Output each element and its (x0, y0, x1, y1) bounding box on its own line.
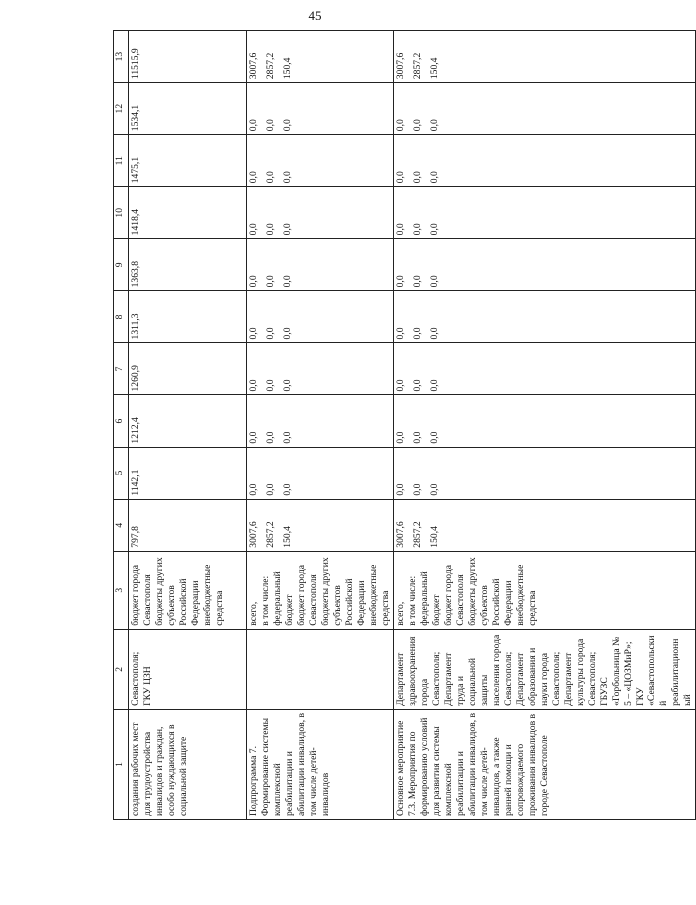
row-name: Основное мероприятие 7.3. Мероприятия по формированию условий для развития системы комплексной реабилитации и абилитации инвалидов, в том числе детей-инвалидов, а также ранней помощи и сопровождаемого проживания инвалидов в городе Севастополе (393, 709, 696, 819)
budget-table (113, 30, 696, 820)
source-item: внебюджетные средства (514, 564, 538, 626)
column-number: 9 (114, 239, 129, 291)
column-number: 11 (114, 135, 129, 187)
column-number: 8 (114, 291, 129, 343)
source-item: федеральный бюджет (418, 571, 442, 626)
row-sources (247, 551, 394, 629)
value-cell: 3007,6 2857,2 150,4 (247, 31, 394, 83)
row-name: Подпрограмма 7. Формирование системы комплексной реабилитации и абилитации инвалидов, в том числе детей-инвалидов (247, 709, 394, 819)
source-item: бюджеты других субъектов Российской Федерации (153, 557, 201, 626)
value-cell: 3007,6 2857,2 150,4 (247, 499, 394, 551)
value-cell: 0,0 0,0 0,0 (393, 343, 696, 395)
table-row (247, 31, 394, 820)
value-cell: 0,0 0,0 0,0 (393, 291, 696, 343)
value-cell: 0,0 0,0 0,0 (247, 395, 394, 447)
source-item: всего, (394, 601, 406, 626)
source-item: внебюджетные средства (201, 564, 225, 626)
column-number: 7 (114, 343, 129, 395)
value-cell: 0,0 0,0 0,0 (393, 395, 696, 447)
row-sources (393, 551, 696, 629)
page-number: 45 (308, 8, 322, 23)
value-cell: 1212,4 (129, 395, 247, 447)
column-number: 3 (114, 551, 129, 629)
source-item: бюджет города Севастополя (130, 565, 153, 626)
value-cell: 1534,1 (129, 83, 247, 135)
value-cell: 0,0 0,0 0,0 (247, 83, 394, 135)
value-cell: 0,0 0,0 0,0 (247, 343, 394, 395)
value-cell: 3007,6 2857,2 150,4 (393, 499, 696, 551)
source-item: в том числе: (259, 575, 271, 626)
value-cell: 3007,6 2857,2 150,4 (393, 31, 696, 83)
value-cell: 1260,9 (129, 343, 247, 395)
source-item: бюджеты других субъектов Российской Федерации (319, 557, 367, 626)
row-executor: Департамент здравоохранения города Севастополя; Департамент труда и социальной защиты населения города Севастополя; Департамент образования и науки города Севастополя; Департамент культуры города Севастополя; ГБУЗС «Горбольница № 5 – «ЦОЗМиР»; ГКУ «Севастопольский реабилитационный (393, 629, 696, 709)
value-cell: 1142,1 (129, 447, 247, 499)
row-sources (129, 551, 247, 629)
column-number: 6 (114, 395, 129, 447)
source-item: бюджеты других субъектов Российской Федерации (466, 557, 514, 626)
value-cell: 0,0 0,0 0,0 (247, 291, 394, 343)
source-item: бюджет города Севастополя (442, 565, 466, 626)
rotated-table-container (113, 30, 694, 820)
value-cell: 0,0 0,0 0,0 (393, 447, 696, 499)
source-item: бюджет города Севастополя (295, 565, 319, 626)
value-cell: 1311,3 (129, 291, 247, 343)
column-number-row (114, 31, 129, 820)
table-row (129, 31, 247, 820)
column-number: 1 (114, 709, 129, 819)
value-cell: 1475,1 (129, 135, 247, 187)
value-cell: 0,0 0,0 0,0 (393, 83, 696, 135)
value-cell: 1363,8 (129, 239, 247, 291)
source-item: федеральный бюджет (271, 571, 295, 626)
value-cell: 0,0 0,0 0,0 (247, 239, 394, 291)
value-cell: 1418,4 (129, 187, 247, 239)
column-number: 10 (114, 187, 129, 239)
table-row (393, 31, 696, 820)
row-name: создания рабочих мест для трудоустройства инвалидов и граждан, особо нуждающихся в социальной защите (129, 709, 247, 819)
value-cell: 11515,9 (129, 31, 247, 83)
column-number: 13 (114, 31, 129, 83)
source-item: всего, (248, 601, 259, 626)
value-cell: 0,0 0,0 0,0 (247, 447, 394, 499)
value-cell: 0,0 0,0 0,0 (393, 239, 696, 291)
row-executor: Севастополя; ГКУ ЦЗН (129, 629, 247, 709)
value-cell: 0,0 0,0 0,0 (247, 187, 394, 239)
value-cell: 797,8 (129, 499, 247, 551)
column-number: 5 (114, 447, 129, 499)
source-item: внебюджетные средства (367, 564, 391, 626)
value-cell: 0,0 0,0 0,0 (393, 135, 696, 187)
column-number: 2 (114, 629, 129, 709)
column-number: 4 (114, 499, 129, 551)
source-item: в том числе: (406, 575, 418, 626)
row-executor (247, 629, 394, 709)
column-number: 12 (114, 83, 129, 135)
value-cell: 0,0 0,0 0,0 (247, 135, 394, 187)
value-cell: 0,0 0,0 0,0 (393, 187, 696, 239)
